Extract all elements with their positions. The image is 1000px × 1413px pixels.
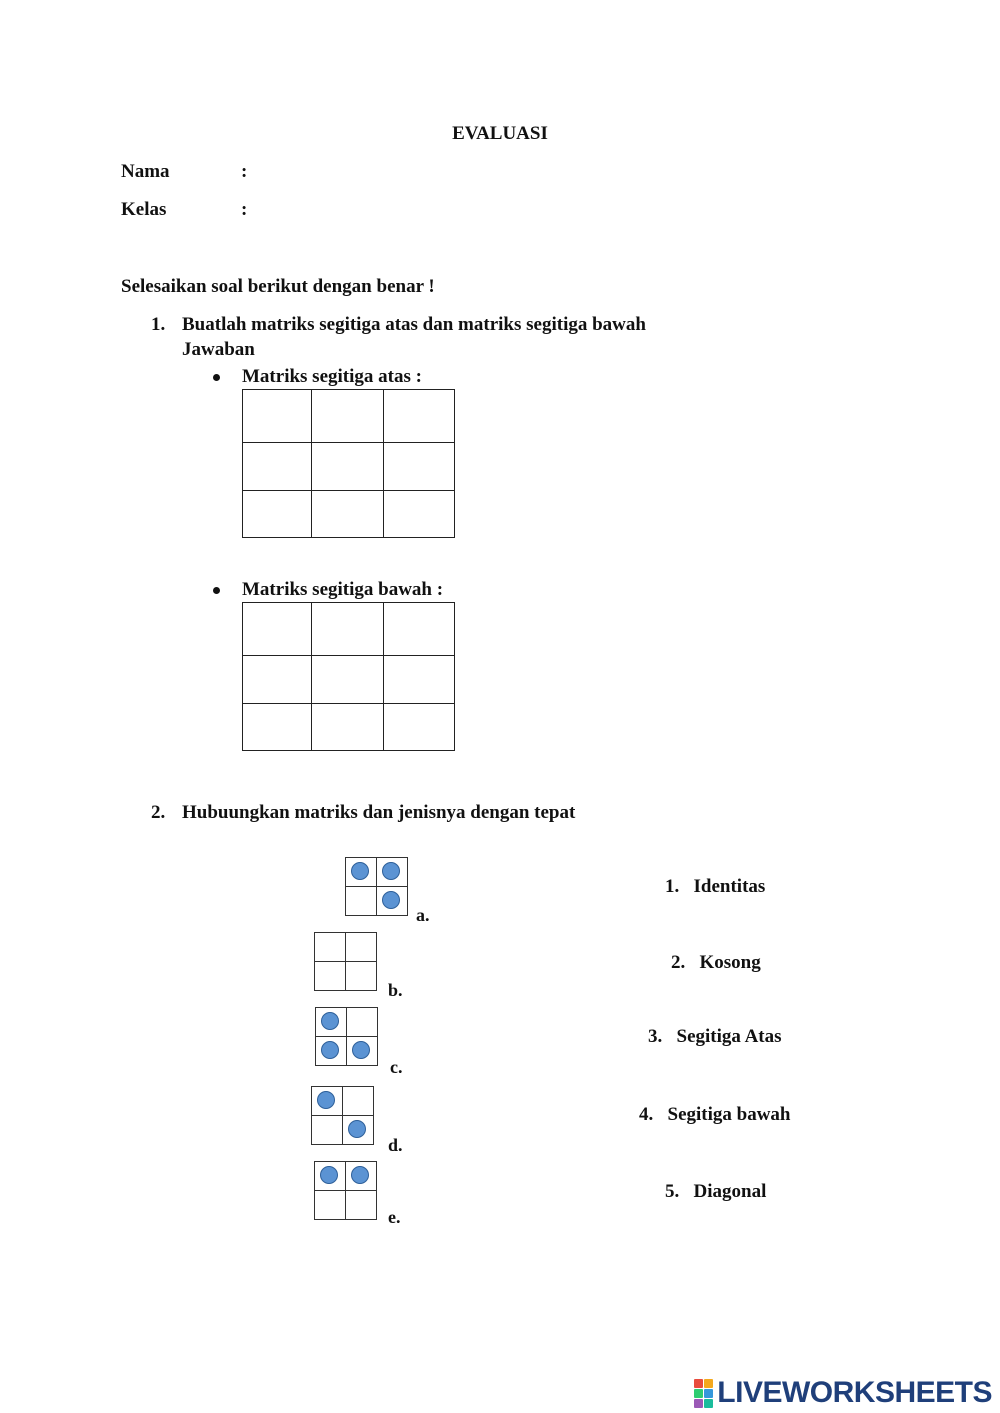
- matrix-cell: [315, 1162, 346, 1191]
- matrix-cell: [377, 887, 408, 916]
- matrix-e[interactable]: [314, 1161, 377, 1220]
- matrix-cell: [346, 962, 377, 991]
- matrix-d[interactable]: [311, 1086, 374, 1145]
- grid-cell[interactable]: [384, 704, 455, 751]
- dot-marker: [321, 1012, 339, 1030]
- field-kelas-colon: :: [241, 199, 248, 220]
- matrix-cell: [346, 1191, 377, 1220]
- page-title: EVALUASI: [452, 123, 548, 144]
- grid-cell[interactable]: [243, 390, 312, 443]
- instruction: Selesaikan soal berikut dengan benar !: [121, 276, 435, 297]
- bullet-lower: [213, 587, 220, 594]
- bullet-upper: [213, 374, 220, 381]
- grid-cell[interactable]: [384, 390, 455, 443]
- lower-matrix-grid: [242, 602, 455, 751]
- dot-marker: [320, 1166, 338, 1184]
- dot-marker: [321, 1041, 339, 1059]
- dot-marker: [317, 1091, 335, 1109]
- dot-marker: [351, 862, 369, 880]
- type-3[interactable]: [648, 1026, 782, 1048]
- q2-text: Hubuungkan matriks dan jenisnya dengan tepat: [182, 802, 576, 823]
- grid-cell[interactable]: [243, 656, 312, 704]
- matrix-cell: [346, 933, 377, 962]
- matrix-c-label: c.: [390, 1057, 403, 1077]
- grid-cell[interactable]: [384, 656, 455, 704]
- matrix-cell: [316, 1008, 347, 1037]
- q1-text: Buatlah matriks segitiga atas dan matriks segitiga bawah: [182, 314, 646, 335]
- grid-cell[interactable]: [243, 603, 312, 656]
- field-nama-colon: :: [241, 161, 248, 182]
- matrix-cell: [346, 1162, 377, 1191]
- type-name: Diagonal: [693, 1181, 767, 1202]
- grid-cell[interactable]: [312, 704, 384, 751]
- matrix-a[interactable]: [345, 857, 408, 916]
- logo-blocks-icon: [694, 1379, 713, 1408]
- grid-cell[interactable]: [312, 491, 384, 538]
- matrix-cell: [315, 962, 346, 991]
- upper-matrix-label: Matriks segitiga atas :: [242, 366, 422, 387]
- q2-number: 2.: [151, 802, 166, 823]
- type-5[interactable]: [665, 1181, 766, 1203]
- grid-cell[interactable]: [312, 603, 384, 656]
- field-kelas-label: Kelas: [121, 199, 167, 220]
- type-name: Segitiga bawah: [667, 1104, 791, 1125]
- matrix-cell: [315, 933, 346, 962]
- grid-cell[interactable]: [384, 491, 455, 538]
- type-name: Kosong: [699, 952, 761, 973]
- grid-cell[interactable]: [243, 491, 312, 538]
- matrix-cell: [312, 1116, 343, 1145]
- dot-marker: [348, 1120, 366, 1138]
- grid-cell[interactable]: [243, 443, 312, 491]
- matrix-b-label: b.: [388, 980, 403, 1000]
- matrix-cell: [312, 1087, 343, 1116]
- matrix-c[interactable]: [315, 1007, 378, 1066]
- matrix-cell: [346, 887, 377, 916]
- dot-marker: [352, 1041, 370, 1059]
- matrix-cell: [346, 858, 377, 887]
- type-4[interactable]: [639, 1104, 791, 1126]
- matrix-cell: [377, 858, 408, 887]
- lower-matrix-label: Matriks segitiga bawah :: [242, 579, 444, 600]
- type-name: Segitiga Atas: [676, 1026, 782, 1047]
- q1-answer-label: Jawaban: [182, 339, 255, 360]
- logo-text: LIVEWORKSHEETS: [717, 1376, 992, 1409]
- dot-marker: [382, 862, 400, 880]
- type-number: 1.: [665, 876, 680, 897]
- matrix-cell: [347, 1037, 378, 1066]
- grid-cell[interactable]: [384, 443, 455, 491]
- grid-cell[interactable]: [243, 704, 312, 751]
- type-number: 5.: [665, 1181, 680, 1202]
- grid-cell[interactable]: [384, 603, 455, 656]
- type-name: Identitas: [693, 876, 766, 897]
- matrix-cell: [316, 1037, 347, 1066]
- matrix-cell: [315, 1191, 346, 1220]
- field-nama-label: Nama: [121, 161, 170, 182]
- dot-marker: [351, 1166, 369, 1184]
- matrix-a-label: a.: [416, 905, 430, 925]
- dot-marker: [382, 891, 400, 909]
- type-number: 4.: [639, 1104, 654, 1125]
- type-2[interactable]: [671, 952, 761, 974]
- matrix-cell: [343, 1087, 374, 1116]
- type-number: 3.: [648, 1026, 663, 1047]
- upper-matrix-grid: [242, 389, 455, 538]
- liveworksheets-logo: [694, 1376, 992, 1410]
- grid-cell[interactable]: [312, 390, 384, 443]
- matrix-e-label: e.: [388, 1207, 401, 1227]
- type-1[interactable]: [665, 876, 765, 898]
- matrix-cell: [347, 1008, 378, 1037]
- q1-number: 1.: [151, 314, 166, 335]
- type-number: 2.: [671, 952, 686, 973]
- matrix-b[interactable]: [314, 932, 377, 991]
- matrix-cell: [343, 1116, 374, 1145]
- matrix-d-label: d.: [388, 1135, 403, 1155]
- grid-cell[interactable]: [312, 656, 384, 704]
- grid-cell[interactable]: [312, 443, 384, 491]
